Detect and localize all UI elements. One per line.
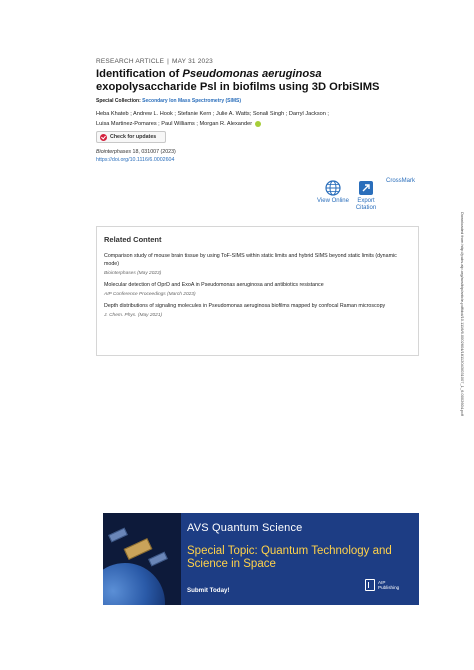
view-online-label: View Online [317, 198, 349, 204]
ad-brand: AVS Quantum Science [187, 522, 303, 534]
related-content-box [96, 226, 419, 356]
related-item[interactable] [104, 302, 411, 319]
globe-icon [325, 180, 341, 196]
aip-logo-icon [365, 579, 375, 591]
publication-date: MAY 31 2023 [172, 58, 213, 65]
related-item-source: Biointerphases (May 2023) [104, 271, 162, 276]
related-content-heading: Related Content [104, 235, 162, 244]
check-for-updates-button[interactable] [96, 131, 166, 143]
publisher-line-2: Publishing [378, 585, 400, 590]
authors-line-2[interactable] [96, 119, 416, 129]
related-item[interactable] [104, 252, 411, 277]
update-check-icon [100, 134, 107, 141]
journal-name: Biointerphases [96, 149, 132, 155]
publisher-logo [365, 579, 399, 591]
view-online-button[interactable] [316, 180, 350, 205]
related-item-title[interactable]: Comparison study of mouse brain tissue by using ToF-SIMS within static limits and hybrid SIMS beyond static limits (dynamic mode) [104, 253, 397, 267]
title-prefix: Identification of [96, 68, 183, 80]
orcid-icon[interactable] [255, 121, 261, 127]
solar-panel-right [148, 552, 168, 567]
related-item-title[interactable]: Depth distributions of signaling molecules in Pseudomonas aeruginosa biofilms mapped by confocal Raman microscopy [104, 303, 386, 309]
author-list [96, 109, 416, 129]
related-item-source: AIP Conference Proceedings (March 2023) [104, 292, 196, 297]
collection-label: Special Collection: [96, 98, 141, 104]
author-names-2[interactable]: Luisa Martinez-Pomares ; Paul Williams ; Morgan R. Alexander [96, 121, 253, 127]
download-watermark [455, 212, 469, 462]
doi-link[interactable]: https://doi.org/10.1116/6.0002604 [96, 157, 175, 163]
special-collection [96, 98, 241, 104]
solar-panel-left [108, 528, 128, 543]
meta-separator: | [167, 58, 169, 65]
satellite-image [124, 538, 153, 560]
title-suffix: exopolysaccharide Psl in biofilms using 3D OrbiSIMS [96, 81, 380, 93]
article-title [96, 68, 416, 94]
related-item[interactable] [104, 281, 411, 298]
space-artwork [103, 513, 181, 605]
submit-today-link[interactable]: Submit Today! [187, 587, 230, 594]
related-item-title[interactable]: Molecular detection of OprD and ExoA in Pseudomonas aeruginosa and antibiotics resistance [104, 282, 324, 288]
collection-link[interactable]: Secondary Ion Mass Spectrometry (SIMS) [142, 98, 242, 104]
export-citation-label: Export Citation [355, 198, 377, 211]
authors-line-1[interactable] [96, 109, 416, 119]
journal-ref: 18, 031007 (2023) [131, 149, 176, 155]
check-updates-label: Check for updates [110, 134, 157, 140]
publisher-line-1: AIP [378, 579, 386, 585]
export-arrow-icon [358, 180, 374, 196]
export-citation-button[interactable] [349, 180, 383, 212]
journal-citation [96, 148, 176, 164]
crossmark-link[interactable]: CrossMark [386, 178, 416, 184]
article-meta [96, 58, 213, 65]
advertisement-banner[interactable] [103, 513, 419, 605]
title-species: Pseudomonas aeruginosa [182, 68, 322, 80]
article-type: RESEARCH ARTICLE [96, 58, 165, 65]
earth-image [103, 563, 165, 605]
download-watermark-text: Downloaded from http://pubs.aip.org/avs/bip/article-pdf/doi/10.1116/6.0002604/18112043/031007_1_6.0002604.pdf [460, 212, 465, 416]
related-item-source: J. Chem. Phys. (May 2021) [104, 313, 163, 318]
author-names-1[interactable]: Heba Khateb ; Andrew L. Hook ; Stefanie Kern ; Julie A. Watts; Sonali Singh ; Darryl Jackson ; [96, 111, 329, 117]
ad-topic: Special Topic: Quantum Technology and Science in Space [187, 545, 392, 570]
